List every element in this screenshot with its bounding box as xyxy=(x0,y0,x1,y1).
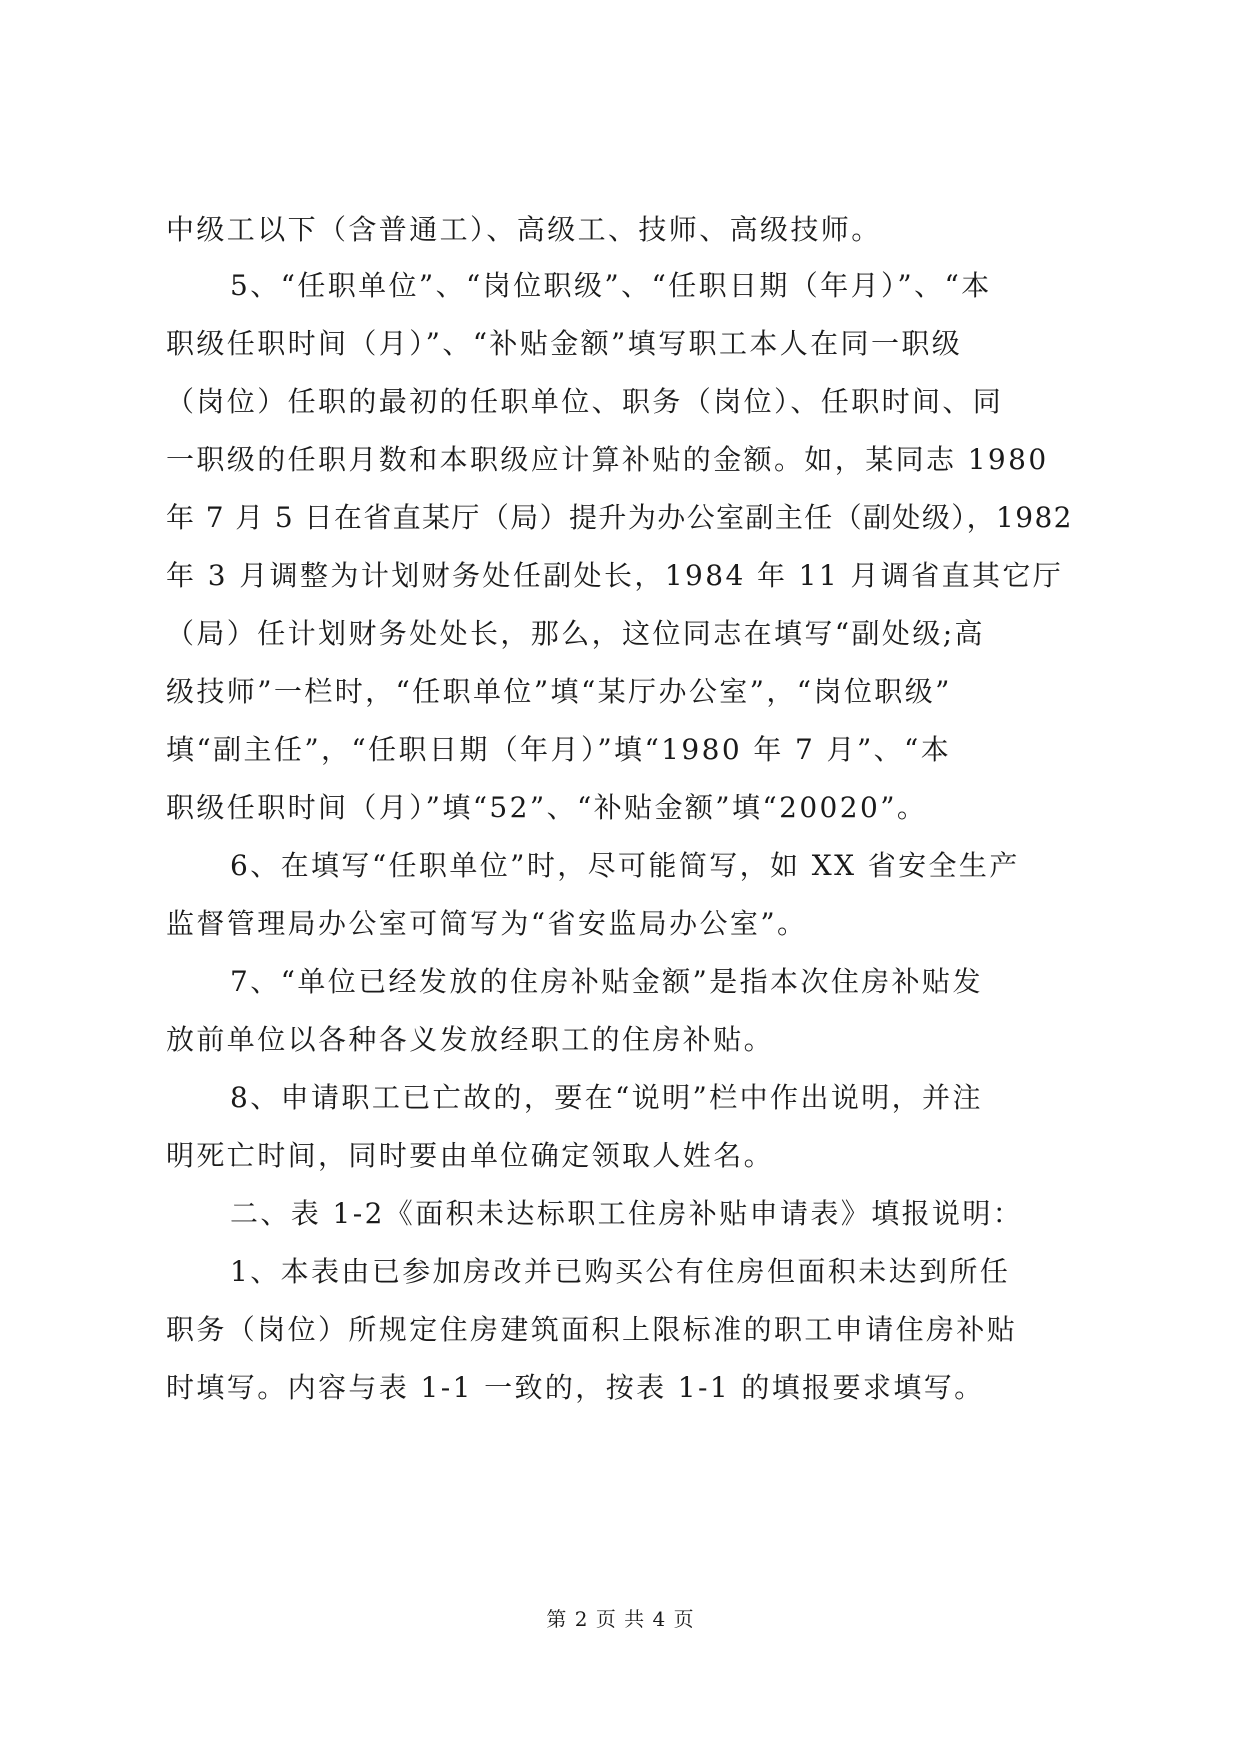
text-line: 一职级的任职月数和本职级应计算补贴的金额。如，某同志 1980 xyxy=(166,443,1049,476)
page-footer: 第 2 页 共 4 页 xyxy=(546,1607,695,1631)
text-line: 1、本表由已参加房改并已购买公有住房但面积未达到所任 xyxy=(230,1255,1011,1288)
text-line: 5、“任职单位”、“岗位职级”、“任职日期（年月）”、“本 xyxy=(230,269,992,302)
text-line: 放前单位以各种各义发放经职工的住房补贴。 xyxy=(166,1023,775,1056)
text-line: 职务（岗位）所规定住房建筑面积上限标准的职工申请住房补贴 xyxy=(166,1313,1018,1346)
text-line: 年 3 月调整为计划财务处任副处长，1984 年 11 月调省直其它厅 xyxy=(166,559,1064,592)
text-line: 职级任职时间（月）”填“52”、“补贴金额”填“20020”。 xyxy=(166,791,928,824)
text-line: 7、“单位已经发放的住房补贴金额”是指本次住房补贴发 xyxy=(230,965,983,998)
text-line: 级技师”一栏时，“任职单位”填“某厅办公室”，“岗位职级” xyxy=(166,675,952,708)
text-line: 8、申请职工已亡故的，要在“说明”栏中作出说明，并注 xyxy=(230,1081,983,1114)
text-line: 中级工以下（含普通工）、高级工、技师、高级技师。 xyxy=(166,213,882,246)
text-line: 监督管理局办公室可简写为“省安监局办公室”。 xyxy=(166,907,808,940)
text-line: 职级任职时间（月）”、“补贴金额”填写职工本人在同一职级 xyxy=(166,327,963,360)
text-line: 年 7 月 5 日在省直某厅（局）提升为办公室副主任（副处级），1982 xyxy=(166,501,1073,534)
text-line: 明死亡时间，同时要由单位确定领取人姓名。 xyxy=(166,1139,775,1172)
text-line: （岗位）任职的最初的任职单位、职务（岗位）、任职时间、同 xyxy=(166,385,1004,418)
text-line: 时填写。内容与表 1-1 一致的，按表 1-1 的填报要求填写。 xyxy=(166,1371,985,1404)
text-line: 6、在填写“任职单位”时，尽可能简写，如 XX 省安全生产 xyxy=(230,849,1020,882)
text-line: 填“副主任”，“任职日期（年月）”填“1980 年 7 月”、“本 xyxy=(166,733,952,766)
text-line: （局）任计划财务处处长，那么，这位同志在填写“副处级;高 xyxy=(166,617,985,650)
text-line: 二、表 1-2《面积未达标职工住房补贴申请表》填报说明： xyxy=(230,1197,1024,1230)
